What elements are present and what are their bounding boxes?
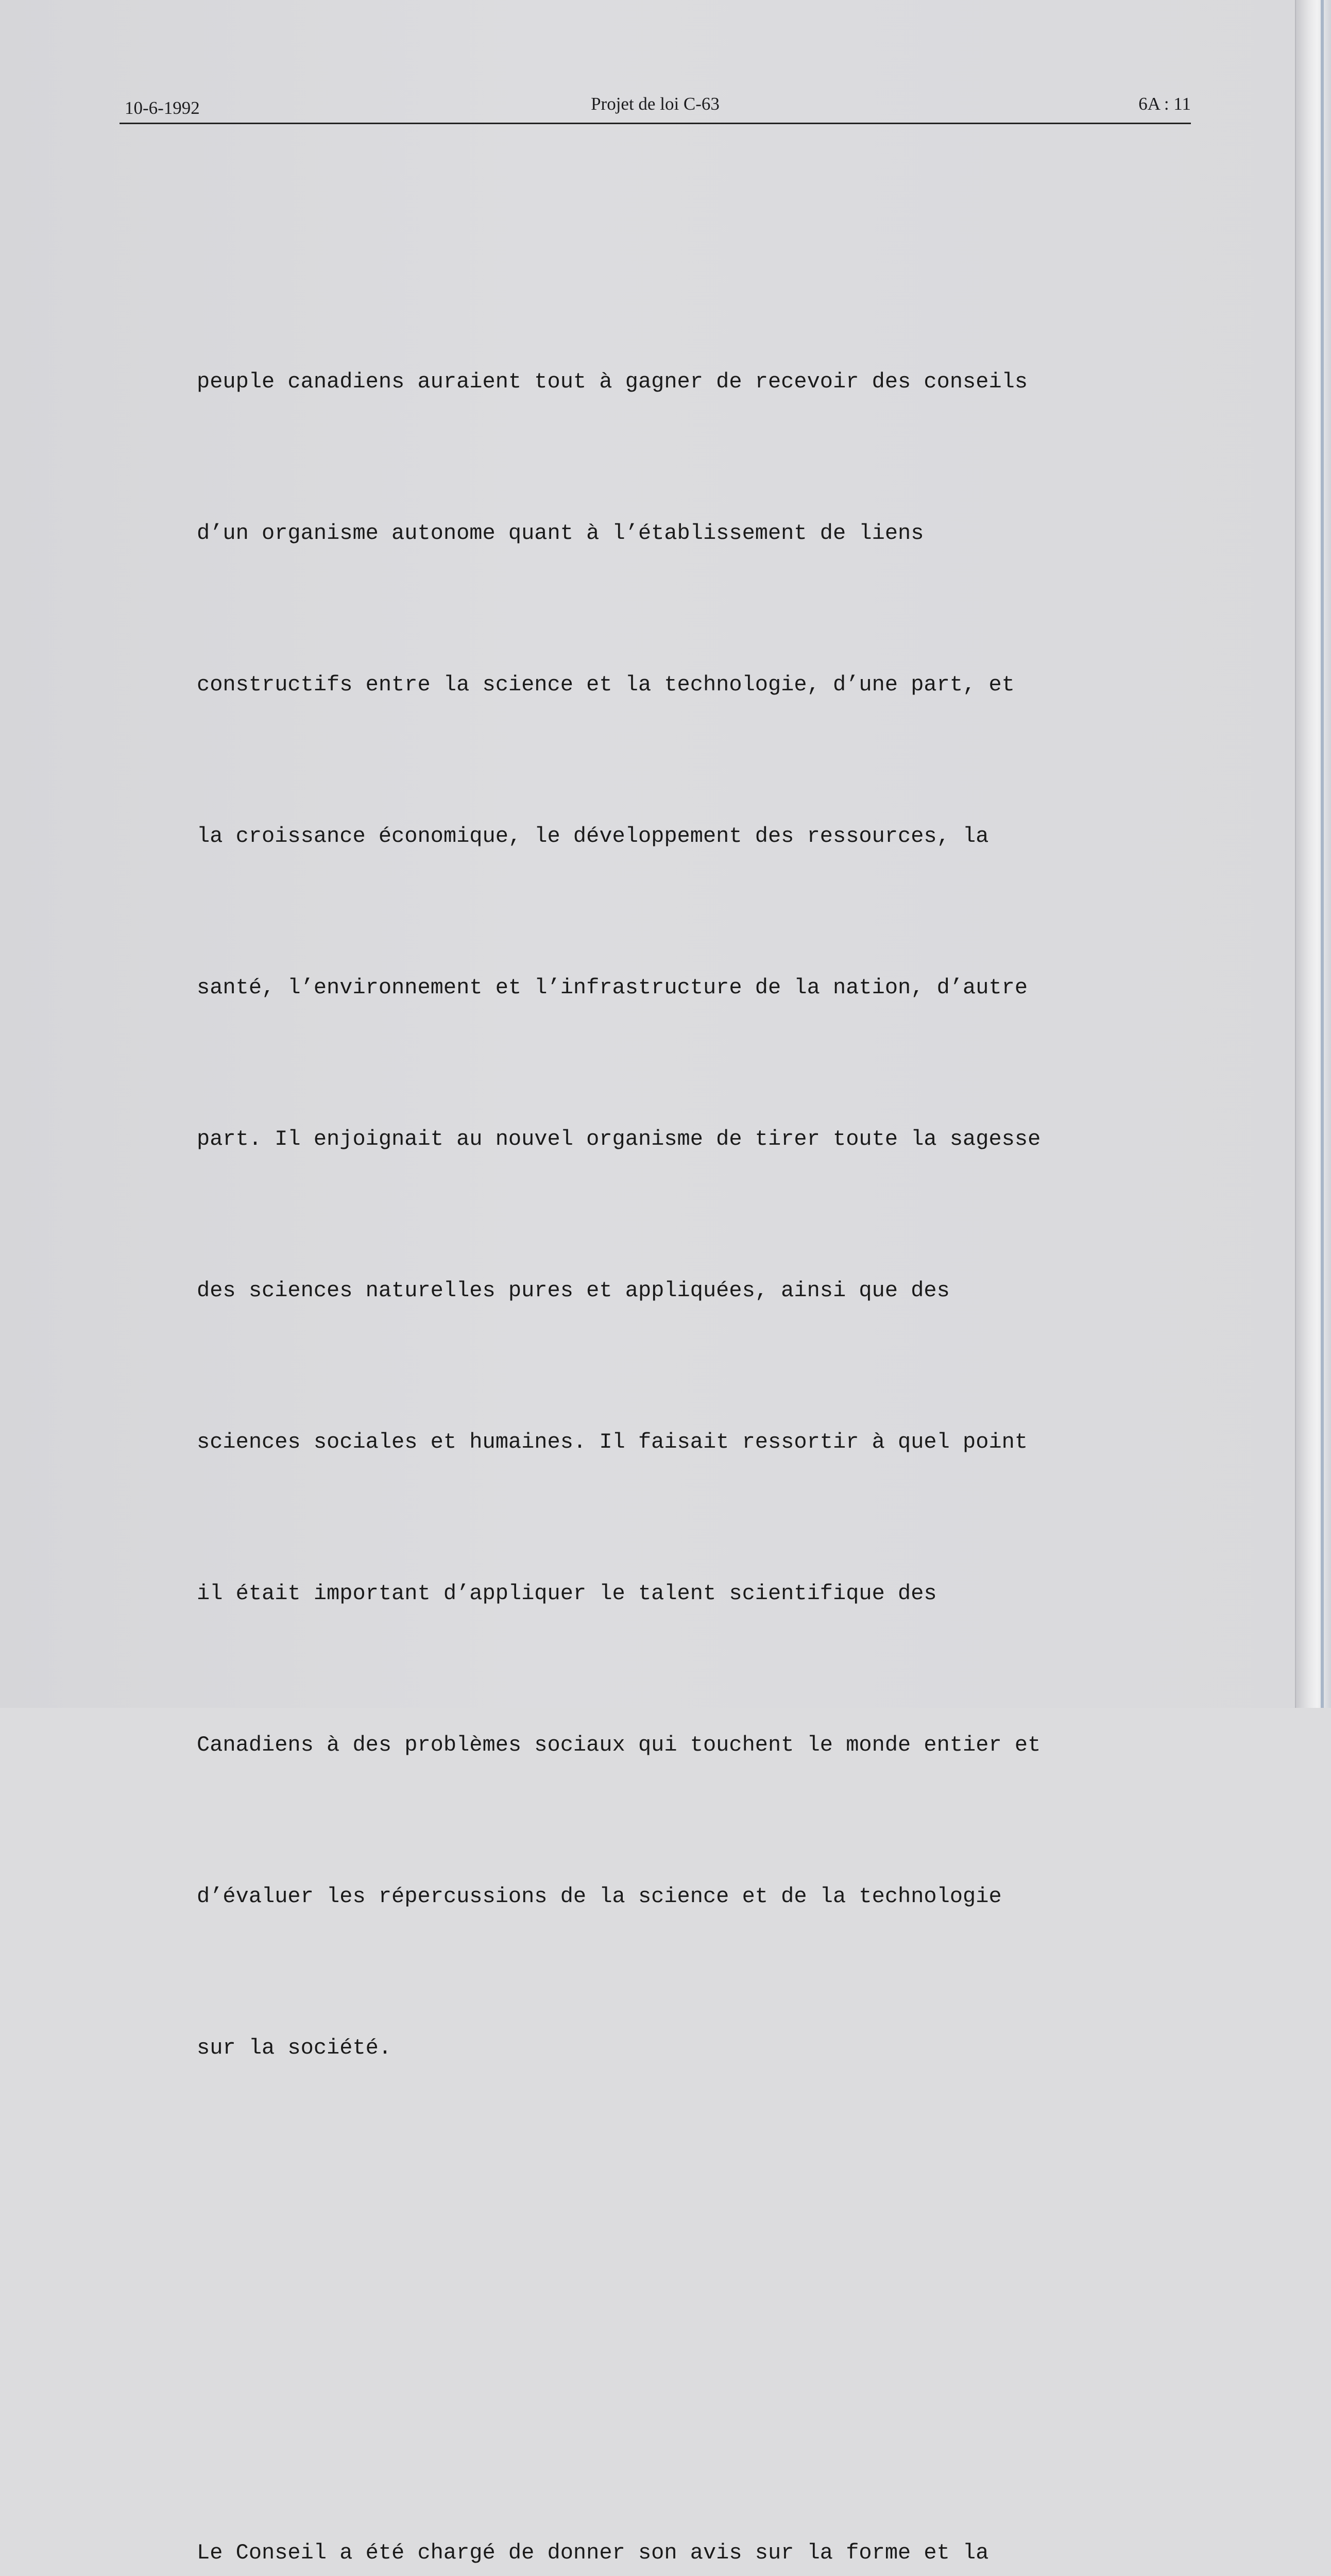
text-line: constructifs entre la science et la technologie, d’une part, et xyxy=(197,672,1015,697)
paragraph-1 xyxy=(197,256,1191,2174)
text-line: santé, l’environnement et l’infrastructure de la nation, d’autre xyxy=(197,975,1028,1000)
text-line: Canadiens à des problèmes sociaux qui touchent le monde entier et xyxy=(197,1733,1041,1757)
paragraph-2 xyxy=(197,2427,1191,2576)
text-line: il était important d’appliquer le talent scientifique des xyxy=(197,1581,937,1606)
header-page-number: 6A : 11 xyxy=(1138,94,1191,114)
text-line: Le Conseil a été chargé de donner son avis sur la forme et la xyxy=(197,2540,989,2565)
text-line: d’évaluer les répercussions de la science et de la technologie xyxy=(197,1884,1002,1909)
text-line: d’un organisme autonome quant à l’établissement de liens xyxy=(197,521,924,546)
page-header xyxy=(120,94,1191,121)
page-edge xyxy=(1295,0,1331,1708)
header-rule xyxy=(120,123,1191,124)
text-line: la croissance économique, le développement des ressources, la xyxy=(197,824,989,849)
text-line: part. Il enjoignait au nouvel organisme de tirer toute la sagesse xyxy=(197,1127,1041,1151)
paragraph-gap xyxy=(197,2275,1191,2326)
text-line: des sciences naturelles pures et appliquées, ainsi que des xyxy=(197,1278,950,1303)
text-line: sciences sociales et humaines. Il faisait ressortir à quel point xyxy=(197,1430,1028,1454)
text-line: sur la société. xyxy=(197,2036,392,2060)
header-date: 10-6-1992 xyxy=(125,98,200,118)
text-line: peuple canadiens auraient tout à gagner de recevoir des conseils xyxy=(197,369,1028,394)
document-body xyxy=(197,155,1191,2576)
header-title: Projet de loi C-63 xyxy=(591,94,720,114)
page-edge-stripe xyxy=(1321,0,1324,1708)
